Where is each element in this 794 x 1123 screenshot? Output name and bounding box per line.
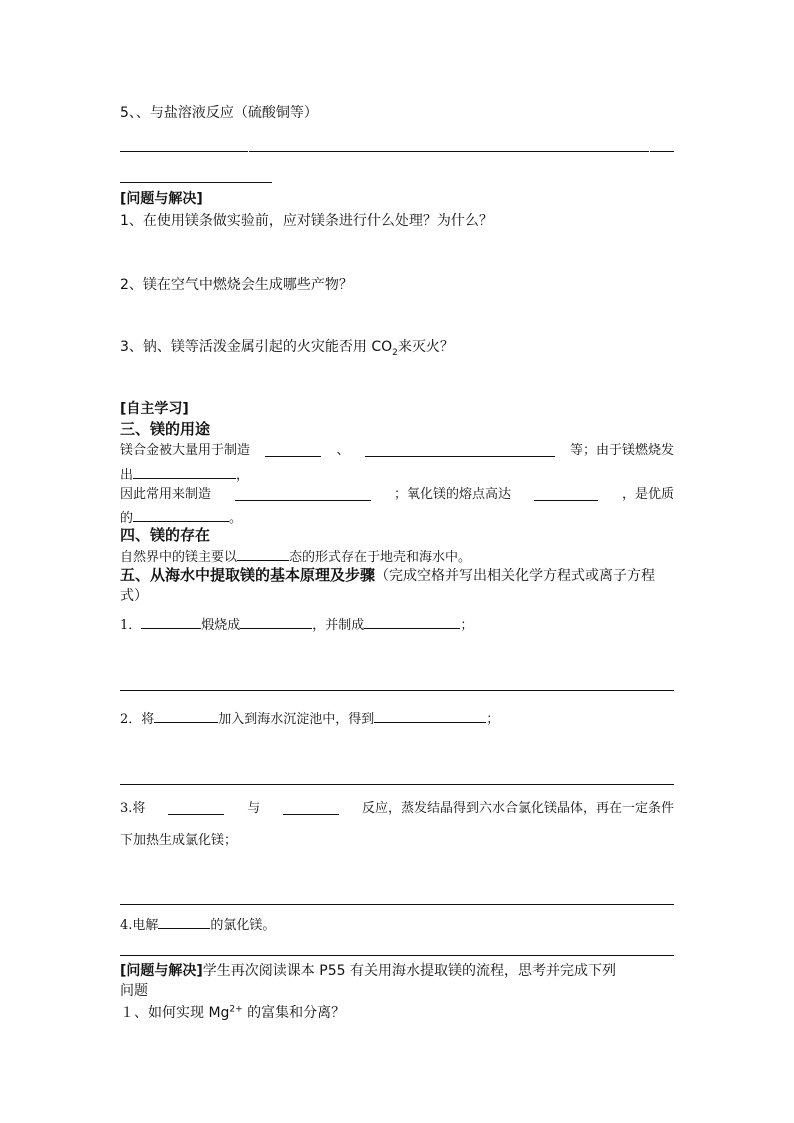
- text: 的: [120, 511, 134, 526]
- fill-blank[interactable]: [154, 708, 218, 723]
- text: 因此常用来制造: [120, 487, 212, 502]
- section3-title: 三、镁的用途: [120, 420, 211, 438]
- text: 1．: [120, 618, 142, 633]
- section5-title: 五、从海水中提取镁的基本原理及步骤: [120, 566, 376, 584]
- step-3-cont: 下加热生成氯化镁；: [120, 833, 238, 848]
- text: ；氧化镁的熔点高达: [393, 487, 511, 502]
- fill-blank[interactable]: [534, 486, 598, 501]
- text: 2．将: [120, 712, 155, 727]
- text: 加入到海水沉淀池中，得到: [218, 712, 375, 727]
- text: 、: [336, 443, 350, 458]
- problem-header: [问题与解决]: [120, 191, 203, 207]
- fill-blank[interactable]: [235, 486, 371, 501]
- text: 3.将: [120, 801, 146, 816]
- question-3: [120, 338, 454, 356]
- fill-blank[interactable]: [168, 800, 224, 815]
- fill-blank[interactable]: [133, 507, 229, 522]
- fill-blank[interactable]: [265, 442, 321, 457]
- step-2: [120, 708, 499, 729]
- text: 4.电解: [120, 918, 159, 933]
- section5-line: 5、、与盐溶液反应（硫酸铜等）: [120, 105, 318, 121]
- section3-line1: [120, 442, 674, 460]
- problem2-line2: 问题: [120, 983, 148, 999]
- self-study-header: [自主学习]: [120, 401, 189, 417]
- fill-blank[interactable]: [283, 800, 339, 815]
- answer-line: [120, 690, 674, 691]
- text: 煅烧成: [201, 618, 241, 633]
- fill-blank[interactable]: [158, 914, 210, 929]
- text: ，并制成: [312, 618, 365, 633]
- answer-line: [120, 955, 674, 956]
- text: 的氯化镁。: [210, 918, 276, 933]
- step-3: [120, 800, 674, 818]
- section4-line1: [120, 546, 471, 567]
- text: 镁合金被大量用于制造: [120, 443, 251, 458]
- section3-line4: [120, 507, 242, 528]
- answer-line: [249, 151, 649, 152]
- section4-title: 四、镁的存在: [120, 526, 211, 544]
- step-1: [120, 614, 473, 635]
- question-2: 2、镁在空气中燃烧会生成哪些产物？: [120, 277, 353, 293]
- fill-blank[interactable]: [364, 614, 460, 629]
- text: 与: [247, 801, 261, 816]
- text: 等；由于镁燃烧发: [569, 443, 674, 458]
- answer-line: [120, 904, 674, 905]
- section5-title-line: [120, 566, 655, 585]
- text: 自然界中的镁主要以: [120, 550, 238, 565]
- answer-line: [120, 182, 272, 183]
- problem2-line1: [120, 962, 616, 980]
- section3-line2: [120, 464, 249, 485]
- section5-note-cont: 式）: [120, 588, 148, 604]
- text: ，: [236, 468, 250, 483]
- answer-line: [120, 784, 674, 785]
- text: １、如何实现 Mg: [120, 1005, 230, 1021]
- fill-blank[interactable]: [365, 442, 555, 457]
- problem-header: [问题与解决]: [120, 963, 203, 979]
- text: 。: [229, 511, 243, 526]
- question-3-text-end: 来灭火？: [397, 339, 454, 355]
- fill-blank[interactable]: [141, 614, 201, 629]
- text: ，是优质: [621, 487, 674, 502]
- step-4: [120, 914, 275, 935]
- text: 学生再次阅读课本 P55 有关用海水提取镁的流程，思考并完成下列: [202, 963, 616, 979]
- text: ；: [460, 618, 474, 633]
- answer-line: [120, 151, 248, 152]
- question-1: 1、在使用镁条做实验前，应对镁条进行什么处理？为什么？: [120, 213, 493, 229]
- subscript: 2: [392, 347, 398, 358]
- superscript: 2+: [229, 1004, 243, 1015]
- fill-blank[interactable]: [240, 614, 312, 629]
- question-3-text: 3、钠、镁等活泼金属引起的火灾能否用 CO: [120, 339, 393, 355]
- problem2-question1: [120, 1004, 345, 1022]
- text: 反应，蒸发结晶得到六水合氯化镁晶体，再在一定条件: [361, 801, 674, 816]
- text: 出: [120, 468, 134, 483]
- text: 的富集和分离？: [242, 1005, 346, 1021]
- answer-line: [650, 151, 674, 152]
- fill-blank[interactable]: [133, 464, 236, 479]
- text: 态的形式存在于地壳和海水中。: [289, 550, 472, 565]
- section5-note: （完成空格并写出相关化学方程式或离子方程: [375, 568, 656, 584]
- fill-blank[interactable]: [237, 546, 289, 561]
- fill-blank[interactable]: [374, 708, 486, 723]
- text: ；: [486, 712, 500, 727]
- section3-line3: [120, 486, 674, 504]
